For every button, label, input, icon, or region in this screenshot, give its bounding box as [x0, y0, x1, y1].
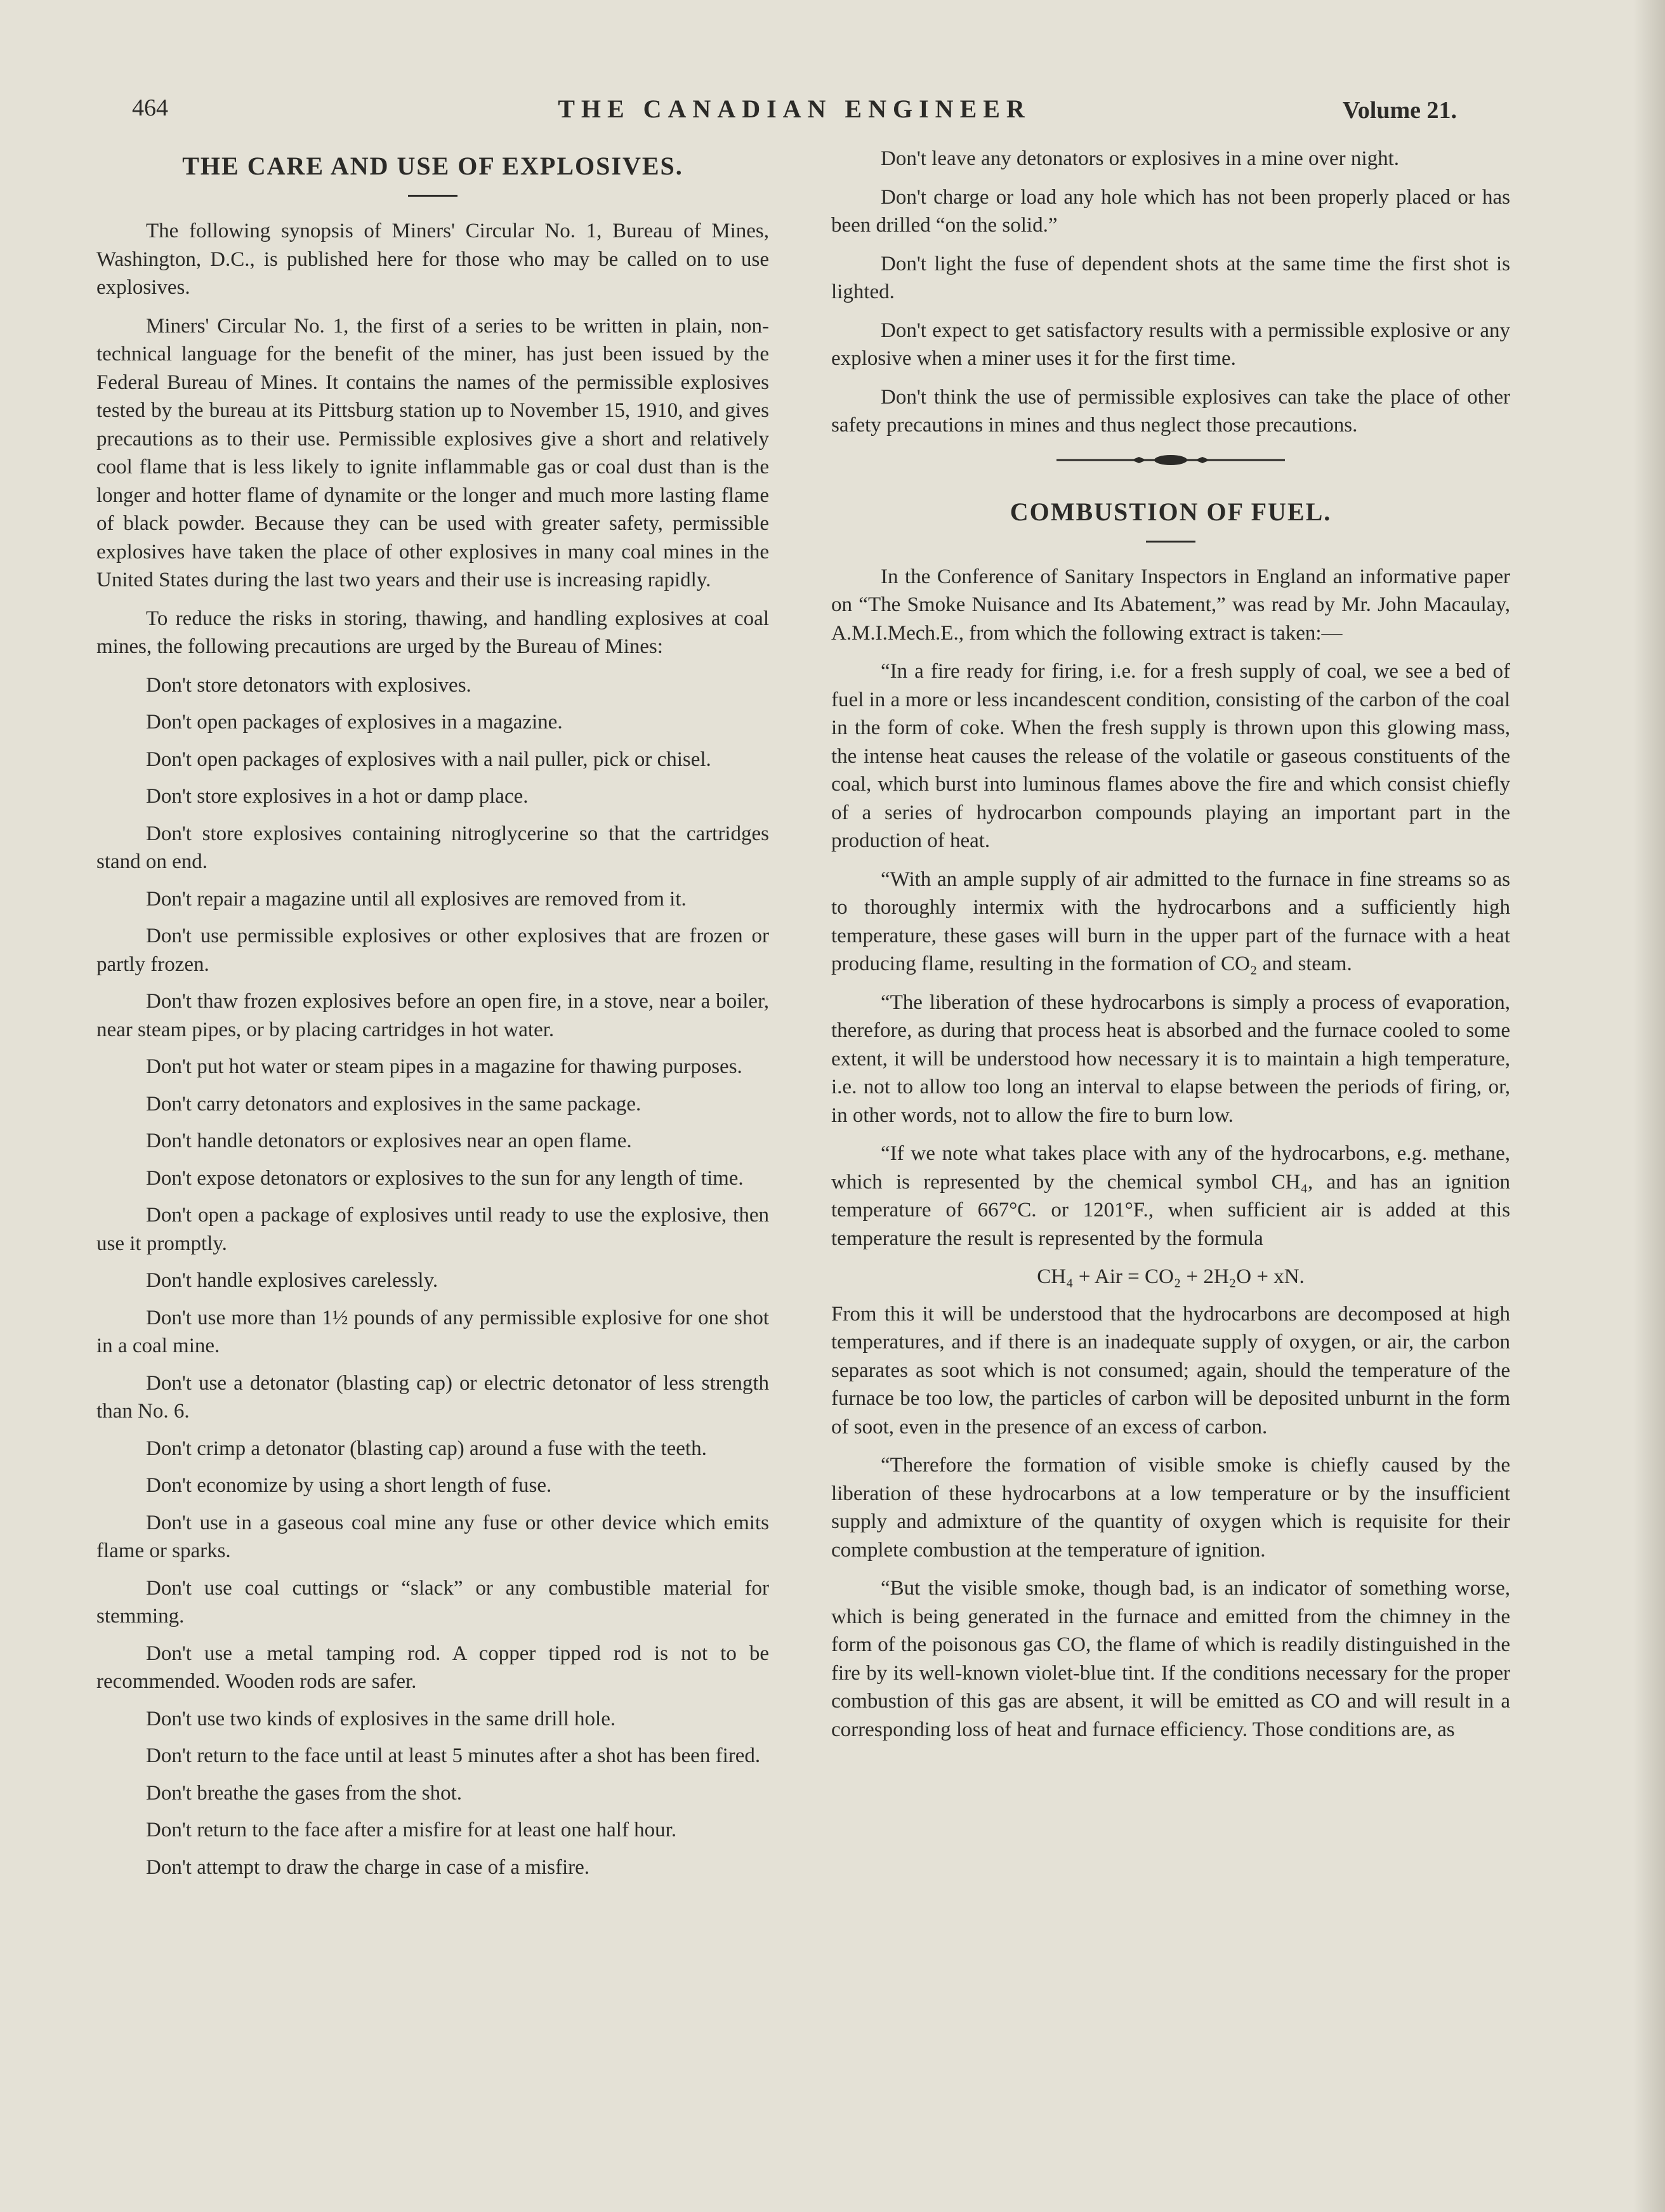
title-rule [408, 195, 457, 197]
page-binding-shadow [1633, 0, 1665, 2212]
article-paragraph: “The liberation of these hydrocarbons is simply a process of evaporation, therefore, as during that process heat is absorbed and the furnace cooled to some extent, it will be understood how necessary it is to maintain a high temperature, i.e. not to allow too long an interval to elapse between the periods of firing, or, in other words, not to allow the fire to burn low. [831, 991, 1510, 1127]
volume-label: Volume 21. [1342, 97, 1457, 124]
precaution-item: Don't leave any detonators or explosives in a mine over night. [881, 147, 1399, 170]
running-head [132, 94, 1457, 132]
precaution-item: Don't use two kinds of explosives in the same drill hole. [146, 1707, 616, 1730]
precaution-item: Don't use a metal tamping rod. A copper tipped rod is not to be recommended. Wooden rods are safer. [96, 1642, 769, 1693]
precaution-item: Don't store detonators with explosives. [146, 673, 471, 697]
precaution-item: Don't carry detonators and explosives in the same package. [146, 1092, 642, 1116]
precaution-item: Don't open a package of explosives until ready to use the explosive, then use it promptly. [96, 1204, 769, 1255]
precaution-item: Don't store explosives containing nitroglycerine so that the cartridges stand on end. [96, 822, 769, 873]
precaution-item: Don't expect to get satisfactory results with a permissible explosive or any explosive when a miner uses it for the first time. [831, 319, 1510, 370]
precaution-item: Don't use coal cuttings or “slack” or any combustible material for stemming. [96, 1576, 769, 1628]
left-column [96, 145, 769, 1890]
precaution-item: Don't economize by using a short length of fuse. [146, 1474, 552, 1497]
precaution-item: Don't handle detonators or explosives near an open flame. [146, 1129, 632, 1152]
page-number: 464 [132, 95, 168, 121]
title-rule [1146, 541, 1195, 543]
article-paragraph: “Therefore the formation of visible smoke is chiefly caused by the liberation of these hydrocarbons at a low temperature or by the insufficient supply and admixture of the quantity of oxygen which is requisite for their complete combustion at the temperature of ignition. [831, 1454, 1510, 1562]
precaution-item: Don't attempt to draw the charge in case of a misfire. [146, 1855, 590, 1879]
precaution-item: Don't thaw frozen explosives before an open fire, in a stove, near a boiler, near steam pipes, or by placing cartridges in hot water. [96, 990, 769, 1041]
precaution-item: Don't store explosives in a hot or damp place. [146, 785, 529, 808]
precaution-item: Don't charge or load any hole which has not been properly placed or has been drilled “on the solid.” [831, 185, 1510, 237]
precaution-item: Don't use more than 1½ pounds of any permissible explosive for one shot in a coal mine. [96, 1306, 769, 1357]
precaution-item: Don't think the use of permissible explosives can take the place of other safety precautions in mines and thus neglect those precautions. [831, 385, 1510, 437]
precaution-item: Don't handle explosives carelessly. [146, 1269, 438, 1292]
precaution-item: Don't open packages of explosives in a magazine. [146, 711, 563, 734]
article-paragraph: “With an ample supply of air admitted to the furnace in fine streams so as to thoroughly intermix with the hydrocarbons and a sufficiently high temperature, these gases will burn in the upper part of the furnace with a heat producing flame, resulting in the formation of CO₂ and steam. [831, 867, 1510, 975]
precaution-item: Don't use permissible explosives or other explosives that are frozen or partly frozen. [96, 925, 769, 976]
article-title-explosives: THE CARE AND USE OF EXPLOSIVES. [182, 152, 683, 180]
right-column [831, 145, 1510, 1754]
article-paragraph: “If we note what takes place with any of the hydrocarbons, e.g. methane, which is represented by the chemical symbol CH₄, and has an ignition temperature of 667°C. or 1201°F., when sufficient air is added at this temperature the result is represented by the formula [831, 1142, 1510, 1250]
precaution-item: Don't use a detonator (blasting cap) or electric detonator of less strength than No. 6. [96, 1371, 769, 1423]
article-paragraph: To reduce the risks in storing, thawing, and handling explosives at coal mines, the following precautions are urged by the Bureau of Mines: [96, 607, 769, 658]
article-paragraph: “But the visible smoke, though bad, is an indicator of something worse, which is being generated in the furnace and emitted from the chimney in the form of the poisonous gas CO, the flame of which is readily distinguished in the fire by its well-known violet-blue tint. If the conditions necessary for the proper combustion of this gas are absent, it will be emitted as CO and will result in a corresponding loss of heat and furnace efficiency. Those conditions are, as [831, 1577, 1510, 1741]
precaution-item: Don't open packages of explosives with a nail puller, pick or chisel. [146, 747, 711, 771]
precaution-item: Don't return to the face after a misfire for at least one half hour. [146, 1819, 677, 1841]
precaution-item: Don't repair a magazine until all explosives are removed from it. [146, 887, 687, 911]
article-paragraph: “In a fire ready for firing, i.e. for a fresh supply of coal, we see a bed of fuel in a more or less incandescent condition, consisting of the carbon of the coal in the form of coke. When the fresh supply is thrown upon this glowing mass, the intense heat causes the release of the volatile or gaseous constituents of the coal, which burst into luminous flames above the fire and which consist chiefly of a series of hydrocarbon compounds playing an important part in the production of heat. [831, 660, 1510, 852]
precaution-item: Don't put hot water or steam pipes in a magazine for thawing purposes. [146, 1055, 742, 1078]
precaution-item: Don't crimp a detonator (blasting cap) around a fuse with the teeth. [146, 1437, 707, 1460]
article-paragraph: From this it will be understood that the hydrocarbons are decomposed at high temperatures, and if there is an inadequate supply of oxygen, or air, the carbon separates as soot which is not consumed; again, should the temperature of the furnace be too low, the particles of carbon will be deposited unburnt in the form of soot, even in the presence of an excess of carbon. [831, 1302, 1510, 1438]
precaution-item: Don't use in a gaseous coal mine any fuse or other device which emits flame or sparks. [96, 1511, 769, 1562]
article-paragraph: In the Conference of Sanitary Inspectors in England an informative paper on “The Smoke Nuisance and Its Abatement,” was read by Mr. John Macaulay, A.M.I.Mech.E., from which the following extract is taken:— [831, 565, 1510, 645]
precaution-item: Don't breathe the gases from the shot. [146, 1781, 463, 1805]
article-title-combustion: COMBUSTION OF FUEL. [1010, 497, 1332, 526]
article-paragraph: Miners' Circular No. 1, the first of a series to be written in plain, non-technical language for the benefit of the miner, has just been issued by the Federal Bureau of Mines. It contains the names of the permissible explosives tested by the bureau at its Pittsburg station up to November 15, 1910, and gives precautions as to their use. Permissible explosives give a short and relatively cool flame that is less likely to ignite inflammable gas or coal dust than is the longer and hotter flame of dynamite or the longer and much more lasting flame of black powder. Because they can be used with greater safety, permissible explosives have taken the place of other explosives in many coal mines in the United States during the last two years and their use is increasing rapidly. [96, 314, 769, 591]
chemical-formula: CH₄ + Air = CO₂ + 2H₂O + xN. [1037, 1265, 1305, 1288]
precaution-item: Don't return to the face until at least 5 minutes after a shot has been fired. [146, 1744, 761, 1767]
precaution-item: Don't expose detonators or explosives to the sun for any length of time. [146, 1166, 744, 1190]
precaution-item: Don't light the fuse of dependent shots at the same time the first shot is lighted. [831, 252, 1510, 303]
article-paragraph: The following synopsis of Miners' Circular No. 1, Bureau of Mines, Washington, D.C., is published here for those who may be called on to use explosives. [96, 220, 769, 299]
journal-title: THE CANADIAN ENGINEER [558, 95, 1031, 123]
section-divider-ornament [1056, 454, 1285, 466]
